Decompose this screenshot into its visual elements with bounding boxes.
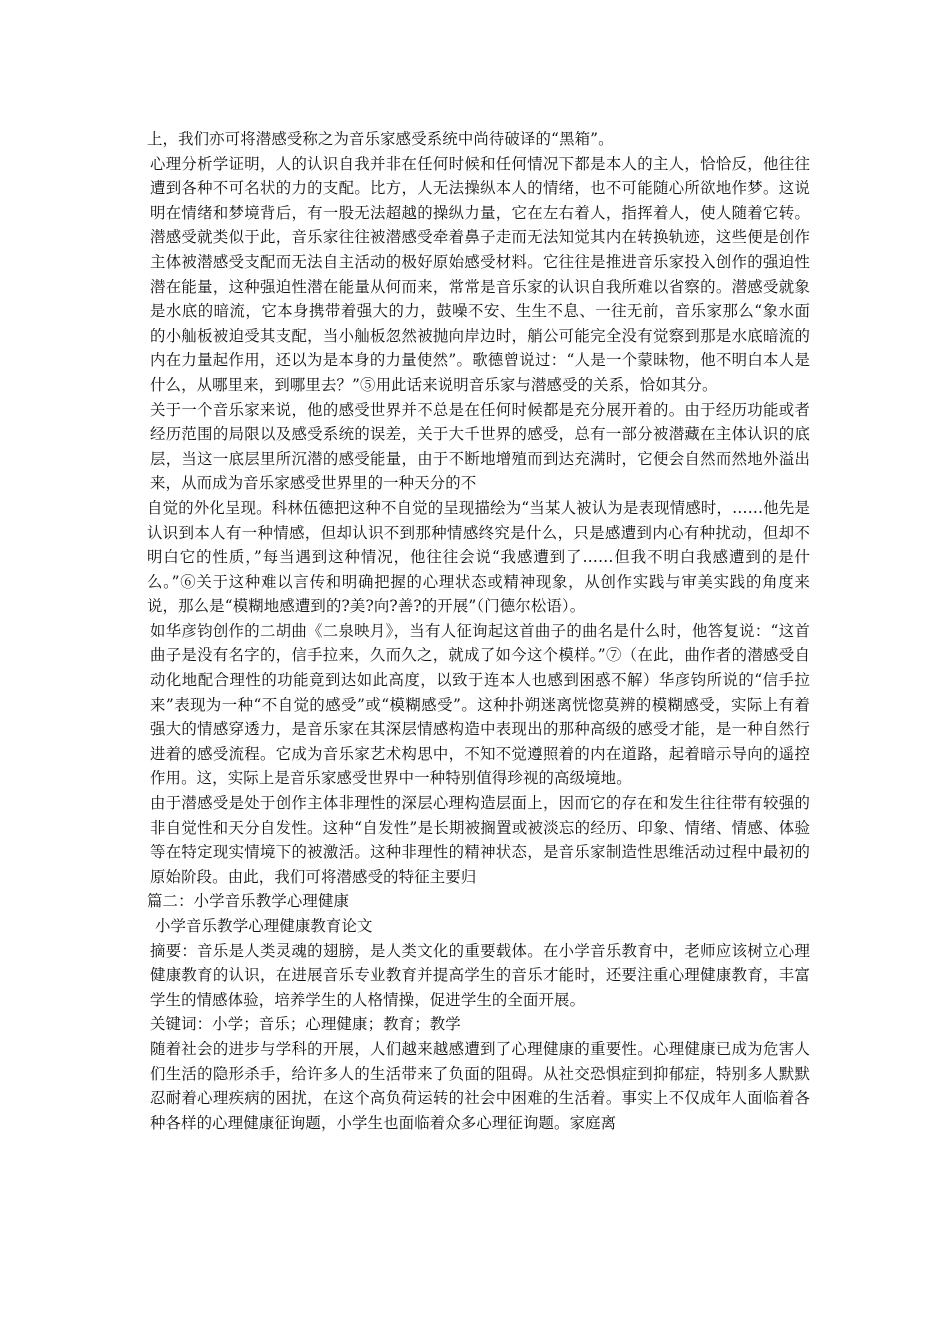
paragraph-collingwood: 自觉的外化呈现。科林伍德把这种不自觉的呈现描绘为“当某人被认为是表现情感时，……他先是认识到本人有一种情感，但却认识不到那种情感终究是什么，只是感遭到内心有种扰动，但却不明白它的性质，”每当遇到这种情况，他往往会说“我感遭到了……但我不明白我感遭到的是什么。”⑥关于这种难以言传和明确把握的心理状态或精神现象，从创作实践与审美实践的角度来说，那么是“模糊地感遭到的?美?向?善?的开展”（门德尔松语）。 [147, 498, 810, 616]
section-heading: 篇二：小学音乐教学心理健康 [147, 892, 350, 911]
keywords-line: 关键词：小学；音乐；心理健康；教育；教学 [150, 1015, 461, 1034]
paragraph-black-box: 上，我们亦可将潜感受称之为音乐家感受系统中尚待破译的“黑箱”。 [147, 130, 614, 148]
article-title: 小学音乐教学心理健康教育论文 [155, 917, 373, 935]
paragraph-psychoanalysis: 心理分析学证明，人的认识自我并非在任何时候和任何情况下都是本人的主人，恰恰反，他往往遭到各种不可名状的力的支配。比方，人无法操纵本人的情绪，也不可能随心所欲地作梦。这说明在情绪和梦境背后，有一股无法超越的操纵力量，它在左右着人，指挥着人，使人随着它转。潜感受就类似于此，音乐家往往被潜感受牵着鼻子走而无法知觉其内在转换轨迹，这些便是创作主体被潜感受支配而无法自主活动的极好原始感受材料。它往往是推进音乐家投入创作的强迫性潜在能量，这种强迫性潜在能量从何而来，常常是音乐家的认识自我所难以省察的。潜感受就象是水底的暗流，它本身携带着强大的力，鼓噪不安、生生不息、一往无前，音乐家那么“象水面的小舢板被迫受其支配，当小舢板忽然被抛向岸边时，艄公可能完全没有觉察到那是水底暗流的内在力量起作用，还以为是本身的力量使然”。歌德曾说过：“人是一个蒙昧物，他不明白本人是什么，从哪里来，到哪里去？”⑤用此话来说明音乐家与潜感受的关系，恰如其分。 [150, 154, 810, 394]
document-page [147, 127, 810, 1135]
intro-paragraph: 随着社会的进步与学科的开展，人们越来越感遭到了心理健康的重要性。心理健康已成为危害人们生活的隐形杀手，给许多人的生活带来了负面的阻碍。从社交恐惧症到抑郁症，特别多人默默忍耐着心理疾病的困扰，在这个高负荷运转的社会中困难的生活着。事实上不仅成年人面临着各种各样的心理健康征询题，小学生也面临着众多心理征询题。家庭离 [150, 1039, 810, 1132]
paragraph-perception-world: 关于一个音乐家来说，他的感受世界并不总是在任何时候都是充分展开着的。由于经历功能或者经历范围的局限以及感受系统的误差，关于大千世界的感受，总有一部分被潜藏在主体认识的底层，当这一底层里所沉潜的感受能量，由于不断地增殖而到达充满时，它便会自然而然地外溢出来，从而成为音乐家感受世界里的一种天分的不 [150, 400, 810, 493]
abstract-paragraph: 摘要：音乐是人类灵魂的翅膀，是人类文化的重要载体。在小学音乐教育中，老师应该树立心理健康教育的认识，在进展音乐专业教育并提高学生的音乐才能时，还要注重心理健康教育，丰富学生的情感体验，培养学生的人格情操，促进学生的全面开展。 [150, 941, 810, 1009]
paragraph-spontaneity: 由于潜感受是处于创作主体非理性的深层心理构造层面上，因而它的存在和发生往往带有较强的非自觉性和天分自发性。这种“自发性”是长期被搁置或被淡忘的经历、印象、情绪、情感、体验等在特定现实情境下的被激活。这种非理性的精神状态，是音乐家制造性思维活动过程中最初的原始阶段。由此，我们可将潜感受的特征主要归 [150, 794, 810, 886]
paragraph-erquan-yingyue: 如华彦钧创作的二胡曲《二泉映月》，当有人征询起这首曲子的曲名是什么时，他答复说：“这首曲子是没有名字的，信手拉来，久而久之，就成了如今这个模样。”⑦（在此，曲作者的潜感受自动化地配合理性的功能竟到达如此高度，以致于连本人也感到困惑不解）华彦钧所说的“信手拉来”表现为一种“不自觉的感受”或“模糊感受”。这种扑朔迷离恍惚莫辨的模糊感受，实际上有着强大的情感穿透力，是音乐家在其深层情感构造中表现出的那种高级的感受才能，是一种自然行进着的感受流程。它成为音乐家艺术构思中，不知不觉遵照着的内在道路，起着暗示导向的遥控作用。这，实际上是音乐家感受世界中一种特别值得珍视的高级境地。 [150, 621, 810, 788]
